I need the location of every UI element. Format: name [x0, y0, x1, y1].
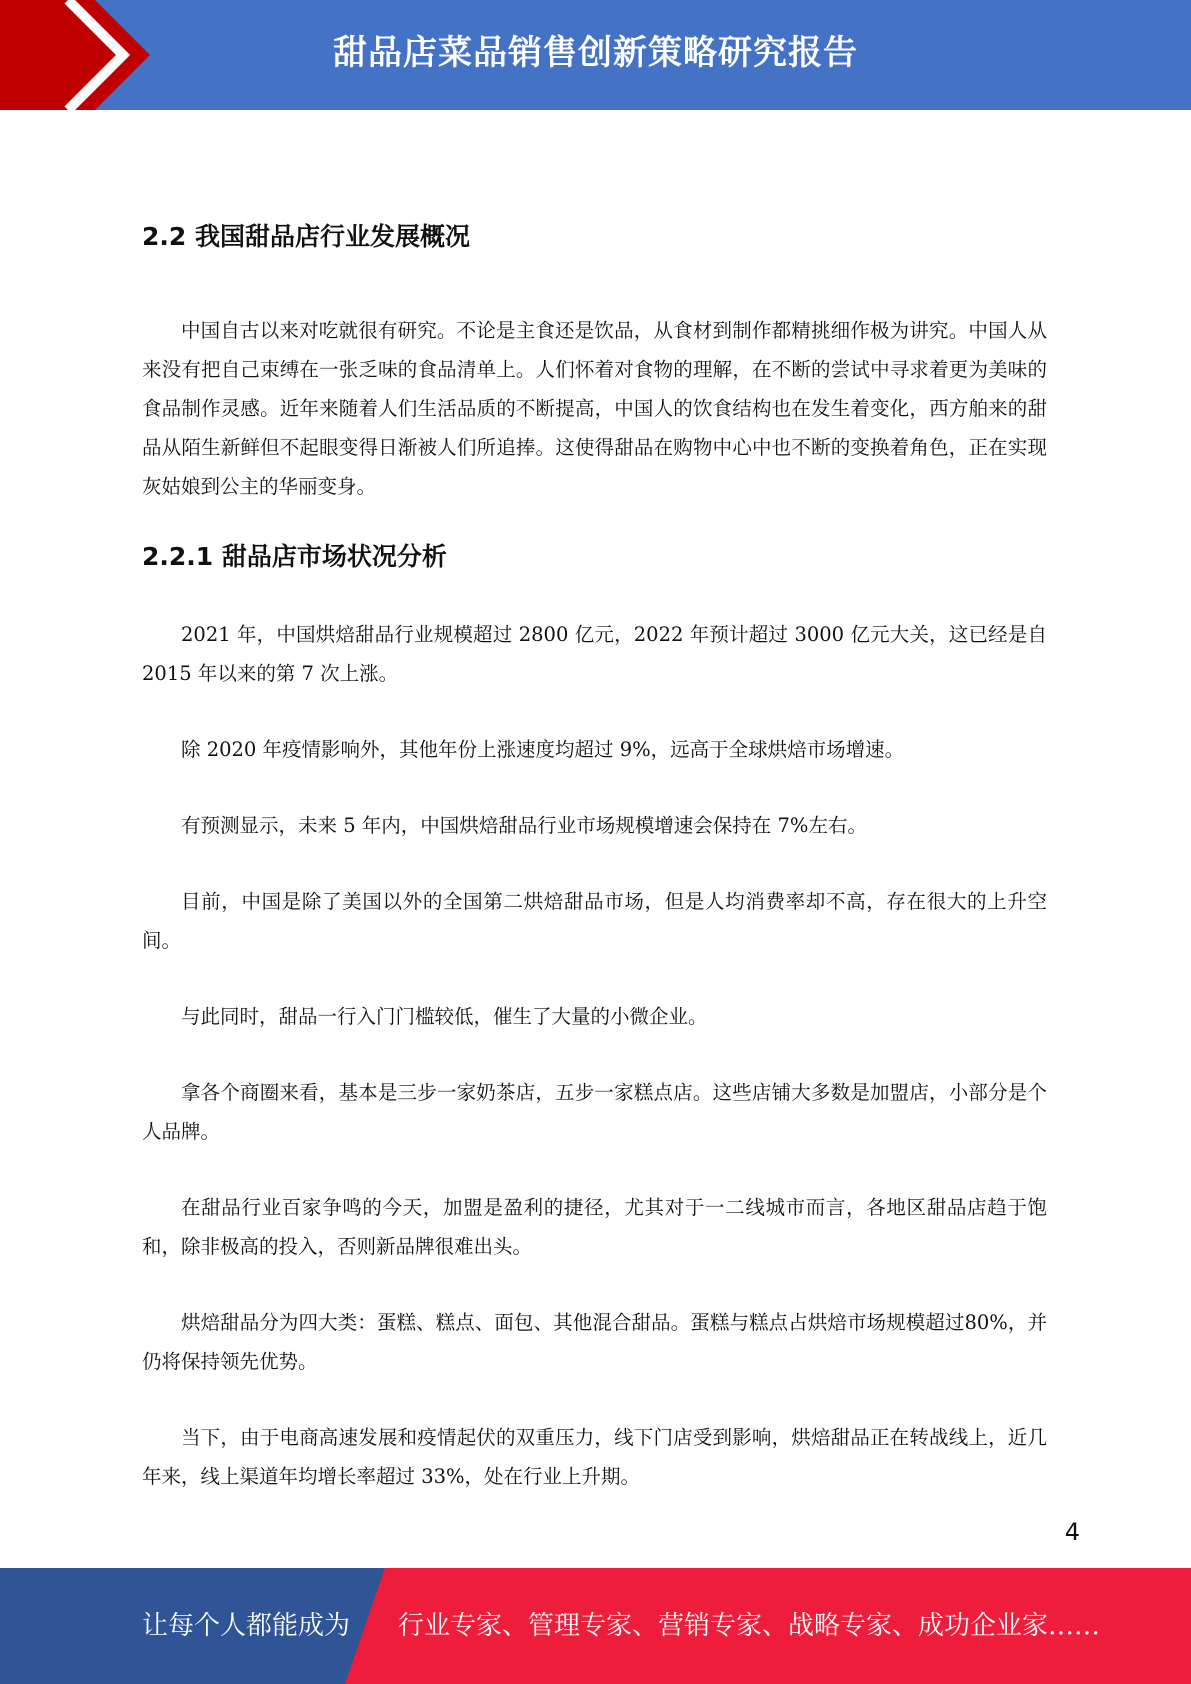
footer-slogan-right: 行业专家、管理专家、营销专家、战略专家、成功企业家……	[398, 1611, 1101, 1641]
paragraph: 2021 年，中国烘焙甜品行业规模超过 2800 亿元，2022 年预计超过 3000 亿元大关，这已经是自 2015 年以来的第 7 次上涨。	[142, 623, 1047, 685]
section-heading-2-2-1: 2.2.1 甜品店市场状况分析	[142, 542, 447, 571]
paragraph: 拿各个商圈来看，基本是三步一家奶茶店，五步一家糕点店。这些店铺大多数是加盟店，小部分是个人品牌。	[142, 1081, 1047, 1143]
paragraph: 除 2020 年疫情影响外，其他年份上涨速度均超过 9%，远高于全球烘焙市场增速。	[181, 738, 905, 761]
paragraph: 中国自古以来对吃就很有研究。不论是主食还是饮品，从食材到制作都精挑细作极为讲究。中国人从来没有把自己束缚在一张乏味的食品清单上。人们怀着对食物的理解，在不断的尝试中寻求着更为美味的食品制作灵感。近年来随着人们生活品质的不断提高，中国人的饮食结构也在发生着变化，西方舶来的甜品从陌生新鲜但不起眼变得日渐被人们所追捧。这使得甜品在购物中心中也不断的变换着角色，正在实现灰姑娘到公主的华丽变身。	[142, 319, 1047, 498]
paragraph: 目前，中国是除了美国以外的全国第二烘焙甜品市场，但是人均消费率却不高，存在很大的上升空间。	[142, 890, 1047, 952]
page-number: 4	[1064, 1518, 1080, 1546]
document-title: 甜品店菜品销售创新策略研究报告	[333, 33, 858, 73]
page-footer	[0, 1568, 1191, 1684]
paragraph: 烘焙甜品分为四大类：蛋糕、糕点、面包、其他混合甜品。蛋糕与糕点占烘焙市场规模超过80%，并仍将保持领先优势。	[142, 1311, 1047, 1373]
paragraph: 与此同时，甜品一行入门门槛较低，催生了大量的小微企业。	[181, 1005, 708, 1028]
paragraph: 当下，由于电商高速发展和疫情起伏的双重压力，线下门店受到影响，烘焙甜品正在转战线上，近几年来，线上渠道年均增长率超过 33%，处在行业上升期。	[142, 1426, 1047, 1488]
footer-slogan-left: 让每个人都能成为	[142, 1611, 351, 1641]
paragraph: 有预测显示，未来 5 年内，中国烘焙甜品行业市场规模增速会保持在 7%左右。	[181, 814, 867, 837]
section-heading-2-2: 2.2 我国甜品店行业发展概况	[142, 222, 470, 251]
paragraph: 在甜品行业百家争鸣的今天，加盟是盈利的捷径，尤其对于一二线城市而言，各地区甜品店趋于饱和，除非极高的投入，否则新品牌很难出头。	[142, 1196, 1047, 1258]
page-header	[0, 0, 1191, 110]
